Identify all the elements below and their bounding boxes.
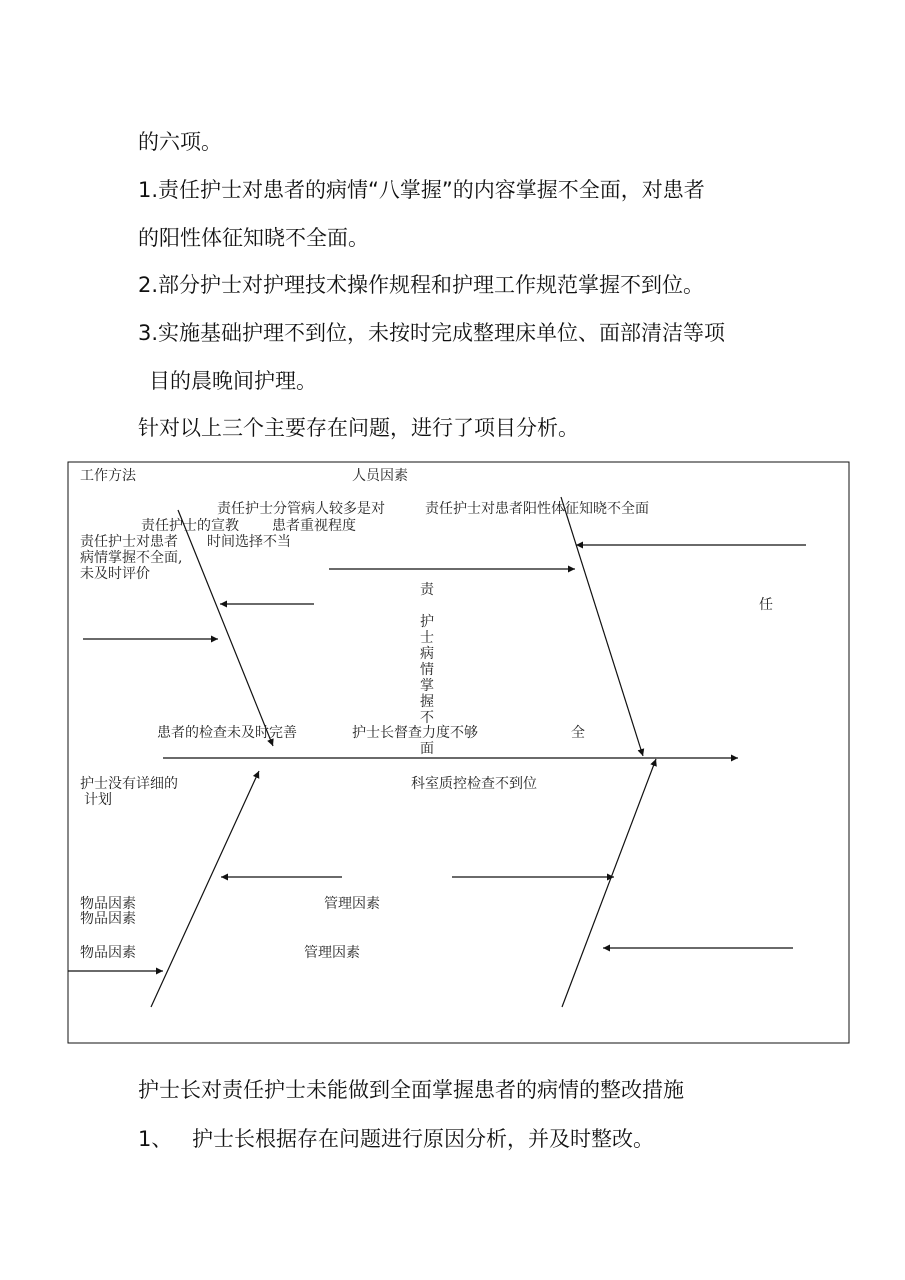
label-goods: 物品因素 [80,945,136,961]
label-supervision: 护士长督查力度不够 [352,725,478,741]
label-management: 管理因素 [304,945,360,961]
bone-personnel [561,497,643,756]
label-no-plan: 护士没有详细的 [80,776,178,792]
item-1-continuation: 的阳性体征知晓不全面。 [138,226,369,250]
label-mastery: 病情掌握不全面, [80,550,183,566]
head-char: 责 [420,582,434,598]
head-char: 掌 [420,678,434,694]
analysis-summary: 针对以上三个主要存在问题，进行了项目分析。 [138,416,579,440]
label-personnel: 人员因素 [352,468,408,484]
label-head-quan: 全 [571,725,585,741]
label-education: 责任护士的宣教 [141,518,239,534]
head-char: 病 [420,646,434,662]
label-checkup: 患者的检查未及时完善 [157,725,297,741]
diagram-frame [68,462,849,1043]
item-3-continuation: 目的晨晚间护理。 [149,369,317,393]
label-goods: 物品因素 [80,911,136,927]
head-char: 握 [420,694,434,710]
label-management: 管理因素 [324,896,380,912]
label-head-ren: 任 [759,597,773,613]
label-too-many-patients: 责任护士分管病人较多是对 [217,501,385,517]
label-work-method: 工作方法 [80,468,136,484]
label-attention: 患者重视程度 [272,518,356,534]
label-positive-signs: 责任护士对患者阳性体征知晓不全面 [425,501,649,517]
label-timing: 时间选择不当 [207,534,291,550]
step-number: 1、 [138,1127,173,1151]
label-no-plan: 计划 [84,792,112,808]
item-3-text: 3.实施基础护理不到位，未按时完成整理床单位、面部清洁等项 [138,321,726,345]
rectification-heading: 护士长对责任护士未能做到全面掌握患者的病情的整改措施 [138,1078,684,1102]
head-char: 不 [420,710,434,726]
head-char: 情 [420,662,434,678]
label-mastery: 未及时评价 [80,566,150,582]
head-char: 士 [420,630,434,646]
head-char: 面 [420,741,434,757]
bone-goods [151,771,259,1007]
paragraph-line: 的六项。 [138,130,222,154]
step-text: 护士长根据存在问题进行原因分析，并及时整改。 [192,1127,654,1151]
item-1-text: 1.责任护士对患者的病情“八掌握”的内容掌握不全面，对患者 [138,178,705,202]
bone-management [562,759,656,1007]
label-goods: 物品因素 [80,896,136,912]
head-char: 护 [420,614,434,630]
label-quality-control: 科室质控检查不到位 [411,776,537,792]
item-2-text: 2.部分护士对护理技术操作规程和护理工作规范掌握不到位。 [138,273,705,297]
label-mastery: 责任护士对患者 [80,534,178,550]
